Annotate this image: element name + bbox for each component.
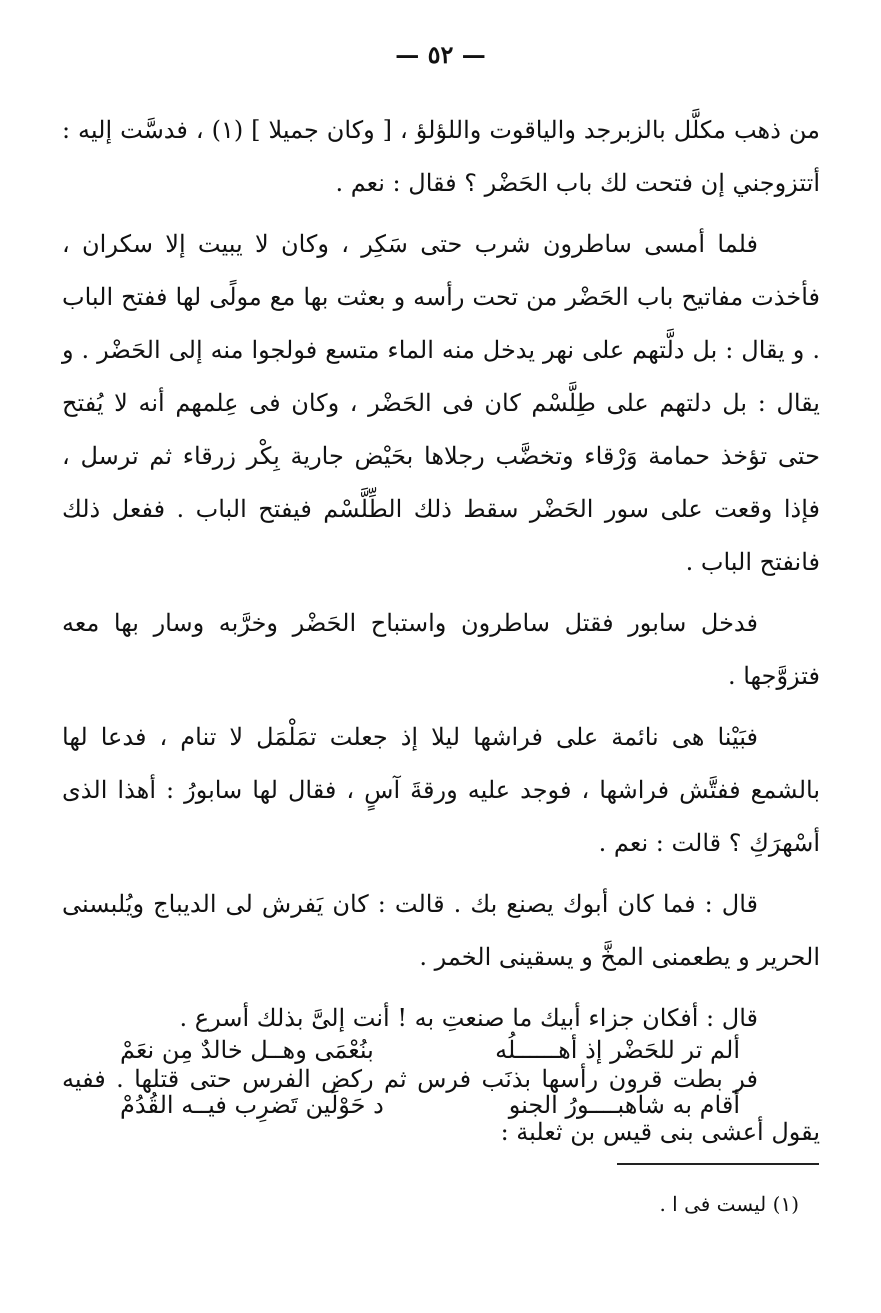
footnote: (١) ليست فى ا . <box>659 1192 799 1216</box>
paragraph-3: فدخل سابور فقتل ساطرون واستباح الحَضْر وخرَّبه وسار بها معه فتزوَّجها . <box>62 609 820 690</box>
paragraph-5: قال : فما كان أبوك يصنع بك . قالت : كان يَفرش لى الديباج ويُلبسنى الحرير و يطعمنى المخَّ و يسقينى الخمر . <box>62 890 820 971</box>
verse-2-second-hemistich: د حَوْلَين تَضرِب فيــه القُدُمْ <box>120 1091 384 1119</box>
verse-line-2 <box>120 1085 740 1125</box>
paragraph-2: فلما أمسى ساطرون شرب حتى سَكِر ، وكان لا يبيت إلا سكران ، فأخذت مفاتيح باب الحَضْر من تحت رأسه و بعثت بها مع مولًى لها ففتح الباب . و يقال : بل دلَّتهم على نهر يدخل منه الماء متسع فولجوا منه إلى الحَضْر . و يقال : بل دلتهم على طِلَّسْم كان فى الحَضْر ، وكان فى عِلمهم أنه لا يُفتح حتى تؤخذ حمامة وَرْقاء وتخضَّب رجلاها بحَيْض جارية بِكْر زرقاء ثم ترسل ، فإذا وقعت على سور الحَضْر سقط ذلك الطِّلَّسْم فيفتح الباب . ففعل ذلك فانفتح الباب . <box>62 230 820 576</box>
verse-2-first-hemistich: أقام به شاهبــــورُ الجنو <box>508 1091 740 1119</box>
paragraph-1: من ذهب مكلَّل بالزبرجد والياقوت واللؤلؤ ، [ وكان جميلا ] (١) ، فدسَّت إليه : أتتزوجني إن فتحت لك باب الحَضْر ؟ فقال : نعم . <box>62 116 820 197</box>
paragraph-4: فبَيْنا هى نائمة على فراشها ليلا إذ جعلت تمَلْمَل لا تنام ، فدعا لها بالشمع ففتَّش فراشها ، فوجد عليه ورقةَ آسٍ ، فقال لها سابورُ : أهذا الذى أسْهرَكِ ؟ قالت : نعم . <box>62 723 820 857</box>
paragraph-7: فر بطت قرون رأسها بذنَب فرس ثم ركض الفرس حتى قتلها . ففيه يقول أعشى بنى قيس بن ثعلبة : <box>62 1065 820 1146</box>
page-number: — ٥٢ — <box>395 40 486 69</box>
footnote-divider <box>617 1163 819 1165</box>
verse-line-1 <box>120 1030 740 1070</box>
main-text <box>62 104 820 1167</box>
verse-1-second-hemistich: بنُعْمَى وهــل خالدٌ مِن نعَمْ <box>120 1036 374 1064</box>
paragraph-6: قال : أفكان جزاء أبيك ما صنعتِ به ! أنت إلىَّ بذلك أسرع . <box>179 1004 758 1032</box>
verse-1-first-hemistich: ألم تر للحَضْر إذ أهــــــلُه <box>495 1036 740 1064</box>
